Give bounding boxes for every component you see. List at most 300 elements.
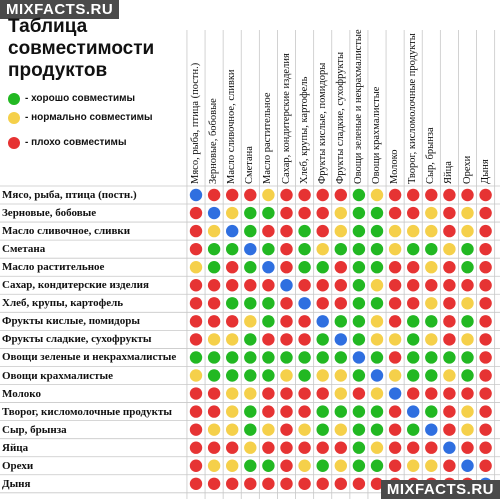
legend-good-label: - хорошо совместимы (25, 93, 136, 104)
matrix-cell-0-2 (226, 189, 238, 201)
matrix-cell-2-6 (298, 225, 310, 237)
matrix-cell-2-8 (335, 225, 347, 237)
matrix-cell-12-6 (298, 405, 310, 417)
matrix-cell-12-2 (226, 405, 238, 417)
matrix-cell-8-6 (298, 333, 310, 345)
matrix-cell-9-14 (443, 351, 455, 363)
matrix-cell-6-15 (461, 297, 473, 309)
matrix-cell-9-15 (461, 351, 473, 363)
row-label-0: Мясо, рыба, птица (постн.) (2, 189, 137, 201)
matrix-cell-1-16 (479, 207, 491, 219)
column-header-4: Масло растительное (262, 92, 274, 184)
row-label-15: Орехи (2, 459, 34, 472)
column-header-12: Творог, кисломолочные продукты (407, 33, 419, 184)
matrix-cell-7-12 (407, 315, 419, 327)
matrix-cell-9-13 (425, 351, 437, 363)
matrix-cell-11-0 (190, 387, 202, 399)
matrix-cell-11-16 (479, 387, 491, 399)
matrix-cell-6-0 (190, 297, 202, 309)
matrix-cell-11-7 (317, 387, 329, 399)
matrix-cell-7-11 (389, 315, 401, 327)
matrix-cell-0-3 (244, 189, 256, 201)
matrix-cell-8-10 (371, 333, 383, 345)
matrix-cell-9-5 (280, 351, 292, 363)
matrix-cell-14-5 (280, 442, 292, 454)
matrix-cell-3-7 (317, 243, 329, 255)
matrix-cell-13-11 (389, 423, 401, 435)
matrix-cell-4-15 (461, 261, 473, 273)
matrix-cell-13-12 (407, 423, 419, 435)
matrix-cell-15-3 (244, 460, 256, 472)
matrix-cell-8-2 (226, 333, 238, 345)
matrix-cell-1-6 (298, 207, 310, 219)
matrix-cell-2-3 (244, 225, 256, 237)
matrix-cell-4-4 (262, 261, 274, 273)
matrix-cell-0-1 (208, 189, 220, 201)
matrix-cell-0-0 (190, 189, 202, 201)
matrix-cell-6-6 (298, 297, 310, 309)
matrix-cell-12-15 (461, 405, 473, 417)
column-header-11: Молоко (389, 149, 401, 184)
matrix-cell-13-3 (244, 423, 256, 435)
column-header-1: Зерновые, бобовые (208, 98, 220, 184)
matrix-cell-3-8 (335, 243, 347, 255)
matrix-cell-13-16 (479, 423, 491, 435)
matrix-cell-5-12 (407, 279, 419, 291)
matrix-cell-15-2 (226, 460, 238, 472)
matrix-cell-10-12 (407, 369, 419, 381)
watermark-top: MIXFACTS.RU (0, 0, 119, 19)
matrix-cell-0-4 (262, 189, 274, 201)
matrix-cell-13-5 (280, 423, 292, 435)
legend-bad-label: - плохо совместимы (25, 137, 127, 148)
matrix-cell-2-9 (353, 225, 365, 237)
matrix-cell-4-12 (407, 261, 419, 273)
matrix-cell-0-15 (461, 189, 473, 201)
matrix-cell-1-5 (280, 207, 292, 219)
matrix-cell-9-3 (244, 351, 256, 363)
matrix-cell-0-16 (479, 189, 491, 201)
matrix-cell-9-6 (298, 351, 310, 363)
matrix-cell-7-7 (317, 315, 329, 327)
matrix-cell-0-8 (335, 189, 347, 201)
matrix-cell-9-9 (353, 351, 365, 363)
matrix-cell-10-2 (226, 369, 238, 381)
matrix-cell-3-16 (479, 243, 491, 255)
matrix-cell-15-11 (389, 460, 401, 472)
matrix-cell-15-15 (461, 460, 473, 472)
matrix-cell-1-14 (443, 207, 455, 219)
matrix-cell-3-5 (280, 243, 292, 255)
matrix-cell-1-8 (335, 207, 347, 219)
matrix-cell-5-13 (425, 279, 437, 291)
matrix-cell-6-8 (335, 297, 347, 309)
matrix-cell-10-11 (389, 369, 401, 381)
column-header-0: Мясо, рыба, птица (постн.) (190, 62, 201, 184)
matrix-cell-9-7 (317, 351, 329, 363)
matrix-cell-1-3 (244, 207, 256, 219)
matrix-cell-15-7 (317, 460, 329, 472)
matrix-cell-10-7 (317, 369, 329, 381)
matrix-cell-5-15 (461, 279, 473, 291)
matrix-cell-14-3 (244, 442, 256, 454)
matrix-cell-4-14 (443, 261, 455, 273)
matrix-cell-5-10 (371, 279, 383, 291)
matrix-cell-2-11 (389, 225, 401, 237)
matrix-cell-15-4 (262, 460, 274, 472)
matrix-cell-10-10 (371, 369, 383, 381)
matrix-cell-8-14 (443, 333, 455, 345)
matrix-cell-3-12 (407, 243, 419, 255)
matrix-cell-5-14 (443, 279, 455, 291)
row-label-7: Фрукты кислые, помидоры (2, 315, 140, 328)
matrix-cell-10-6 (298, 369, 310, 381)
matrix-cell-16-8 (335, 478, 347, 490)
matrix-cell-11-1 (208, 387, 220, 399)
matrix-cell-10-9 (353, 369, 365, 381)
matrix-cell-11-9 (353, 387, 365, 399)
matrix-cell-4-16 (479, 261, 491, 273)
matrix-cell-9-2 (226, 351, 238, 363)
matrix-cell-5-5 (280, 279, 292, 291)
matrix-cell-4-11 (389, 261, 401, 273)
matrix-cell-4-3 (244, 261, 256, 273)
matrix-cell-13-1 (208, 423, 220, 435)
matrix-cell-10-16 (479, 369, 491, 381)
matrix-cell-5-1 (208, 279, 220, 291)
row-label-14: Яйца (2, 441, 29, 454)
matrix-cell-15-13 (425, 460, 437, 472)
matrix-cell-9-11 (389, 351, 401, 363)
matrix-cell-15-8 (335, 460, 347, 472)
matrix-cell-5-6 (298, 279, 310, 291)
column-header-8: Фрукты сладкие, сухофрукты (334, 51, 346, 184)
matrix-cell-7-4 (262, 315, 274, 327)
matrix-cell-15-16 (479, 460, 491, 472)
row-label-5: Сахар, кондитерские изделия (2, 279, 149, 292)
matrix-cell-12-13 (425, 405, 437, 417)
matrix-cell-13-13 (425, 423, 437, 435)
column-header-2: Масло сливочное, сливки (226, 69, 238, 184)
matrix-cell-13-9 (353, 423, 365, 435)
matrix-cell-2-5 (280, 225, 292, 237)
matrix-cell-2-4 (262, 225, 274, 237)
matrix-cell-7-8 (335, 315, 347, 327)
matrix-cell-6-16 (479, 297, 491, 309)
matrix-cell-2-0 (190, 225, 202, 237)
matrix-cell-11-10 (371, 387, 383, 399)
matrix-cell-14-8 (335, 442, 347, 454)
matrix-cell-3-15 (461, 243, 473, 255)
matrix-cell-5-8 (335, 279, 347, 291)
matrix-cell-4-9 (353, 261, 365, 273)
matrix-cell-0-12 (407, 189, 419, 201)
matrix-cell-16-3 (244, 478, 256, 490)
matrix-cell-10-15 (461, 369, 473, 381)
matrix-cell-14-6 (298, 442, 310, 454)
matrix-cell-16-2 (226, 478, 238, 490)
matrix-cell-10-0 (190, 369, 202, 381)
matrix-cell-16-4 (262, 478, 274, 490)
matrix-cell-7-2 (226, 315, 238, 327)
row-label-11: Молоко (2, 387, 41, 400)
matrix-cell-2-2 (226, 225, 238, 237)
matrix-cell-14-1 (208, 442, 220, 454)
matrix-cell-3-6 (298, 243, 310, 255)
matrix-cell-11-14 (443, 387, 455, 399)
row-label-16: Дыня (2, 477, 31, 490)
matrix-cell-0-10 (371, 189, 383, 201)
matrix-cell-16-1 (208, 478, 220, 490)
matrix-cell-12-7 (317, 405, 329, 417)
matrix-cell-1-12 (407, 207, 419, 219)
row-label-13: Сыр, брынза (2, 423, 67, 436)
legend-normal-label: - нормально совместимы (25, 112, 153, 123)
matrix-cell-9-10 (371, 351, 383, 363)
matrix-cell-10-4 (262, 369, 274, 381)
matrix-cell-13-0 (190, 423, 202, 435)
matrix-cell-3-10 (371, 243, 383, 255)
matrix-cell-14-10 (371, 442, 383, 454)
column-header-14: Яйца (443, 161, 455, 184)
matrix-cell-8-1 (208, 333, 220, 345)
matrix-cell-8-13 (425, 333, 437, 345)
matrix-cell-11-5 (280, 387, 292, 399)
matrix-cell-16-6 (298, 478, 310, 490)
matrix-cell-7-14 (443, 315, 455, 327)
matrix-cell-14-7 (317, 442, 329, 454)
matrix-cell-9-12 (407, 351, 419, 363)
matrix-cell-4-7 (317, 261, 329, 273)
matrix-cell-12-9 (353, 405, 365, 417)
row-label-8: Фрукты сладкие, сухофрукты (2, 333, 152, 346)
matrix-cell-0-5 (280, 189, 292, 201)
matrix-cell-8-5 (280, 333, 292, 345)
matrix-cell-11-2 (226, 387, 238, 399)
matrix-cell-2-10 (371, 225, 383, 237)
matrix-cell-1-4 (262, 207, 274, 219)
column-header-3: Сметана (244, 146, 256, 184)
matrix-cell-14-2 (226, 442, 238, 454)
matrix-cell-12-3 (244, 405, 256, 417)
matrix-cell-14-9 (353, 442, 365, 454)
matrix-cell-6-4 (262, 297, 274, 309)
matrix-cell-5-16 (479, 279, 491, 291)
matrix-cell-7-1 (208, 315, 220, 327)
matrix-cell-1-7 (317, 207, 329, 219)
row-label-9: Овощи зеленые и некрахмалистые (2, 351, 177, 364)
matrix-cell-8-3 (244, 333, 256, 345)
matrix-cell-9-1 (208, 351, 220, 363)
title-line-1: Таблица (8, 16, 88, 37)
row-label-10: Овощи крахмалистые (2, 369, 114, 382)
matrix-cell-7-6 (298, 315, 310, 327)
matrix-cell-9-8 (335, 351, 347, 363)
matrix-cell-14-0 (190, 442, 202, 454)
matrix-cell-4-0 (190, 261, 202, 273)
matrix-cell-16-5 (280, 478, 292, 490)
matrix-cell-1-11 (389, 207, 401, 219)
matrix-cell-0-9 (353, 189, 365, 201)
row-label-6: Хлеб, крупы, картофель (2, 297, 124, 310)
matrix-cell-11-3 (244, 387, 256, 399)
matrix-cell-1-13 (425, 207, 437, 219)
matrix-cell-10-8 (335, 369, 347, 381)
matrix-cell-10-1 (208, 369, 220, 381)
matrix-cell-0-6 (298, 189, 310, 201)
matrix-cell-5-3 (244, 279, 256, 291)
matrix-cell-13-6 (298, 423, 310, 435)
matrix-cell-6-3 (244, 297, 256, 309)
matrix-cell-11-11 (389, 387, 401, 399)
matrix-cell-3-13 (425, 243, 437, 255)
matrix-cell-12-1 (208, 405, 220, 417)
matrix-cell-10-13 (425, 369, 437, 381)
column-header-5: Сахар, кондитерские изделия (280, 53, 292, 184)
matrix-cell-6-9 (353, 297, 365, 309)
matrix-cell-13-10 (371, 423, 383, 435)
matrix-cell-7-3 (244, 315, 256, 327)
matrix-cell-12-5 (280, 405, 292, 417)
matrix-cell-2-1 (208, 225, 220, 237)
matrix-cell-12-0 (190, 405, 202, 417)
matrix-cell-6-10 (371, 297, 383, 309)
matrix-cell-7-15 (461, 315, 473, 327)
matrix-cell-13-15 (461, 423, 473, 435)
matrix-cell-12-14 (443, 405, 455, 417)
matrix-cell-12-8 (335, 405, 347, 417)
matrix-cell-5-0 (190, 279, 202, 291)
matrix-cell-3-11 (389, 243, 401, 255)
matrix-cell-8-11 (389, 333, 401, 345)
matrix-cell-14-11 (389, 442, 401, 454)
matrix-cell-14-13 (425, 442, 437, 454)
matrix-cell-4-6 (298, 261, 310, 273)
matrix-cell-0-13 (425, 189, 437, 201)
matrix-cell-13-4 (262, 423, 274, 435)
column-header-15: Орехи (461, 155, 473, 184)
matrix-cell-2-14 (443, 225, 455, 237)
matrix-cell-0-14 (443, 189, 455, 201)
row-label-1: Зерновые, бобовые (2, 207, 97, 220)
matrix-cell-11-8 (335, 387, 347, 399)
row-label-3: Сметана (2, 243, 46, 256)
matrix-cell-12-12 (407, 405, 419, 417)
column-header-16: Дыня (479, 159, 491, 184)
matrix-cell-1-9 (353, 207, 365, 219)
matrix-cell-8-4 (262, 333, 274, 345)
matrix-cell-6-5 (280, 297, 292, 309)
matrix-cell-8-9 (353, 333, 365, 345)
matrix-cell-16-0 (190, 478, 202, 490)
matrix-cell-15-1 (208, 460, 220, 472)
matrix-cell-6-11 (389, 297, 401, 309)
title-line-3: продуктов (8, 60, 108, 81)
matrix-cell-3-9 (353, 243, 365, 255)
matrix-cell-4-13 (425, 261, 437, 273)
matrix-cell-12-16 (479, 405, 491, 417)
matrix-cell-7-9 (353, 315, 365, 327)
matrix-cell-3-3 (244, 243, 256, 255)
column-header-9: Овощи зеленые и некрахмалистые (352, 29, 364, 184)
matrix-cell-3-2 (226, 243, 238, 255)
matrix-cell-0-7 (317, 189, 329, 201)
matrix-cell-12-10 (371, 405, 383, 417)
matrix-cell-14-16 (479, 442, 491, 454)
matrix-cell-10-14 (443, 369, 455, 381)
matrix-cell-7-0 (190, 315, 202, 327)
row-label-12: Творог, кисломолочные продукты (2, 405, 172, 418)
matrix-cell-4-5 (280, 261, 292, 273)
matrix-cell-3-4 (262, 243, 274, 255)
matrix-cell-3-0 (190, 243, 202, 255)
matrix-cell-12-4 (262, 405, 274, 417)
matrix-cell-1-2 (226, 207, 238, 219)
matrix-cell-15-6 (298, 460, 310, 472)
matrix-cell-8-7 (317, 333, 329, 345)
matrix-cell-12-11 (389, 405, 401, 417)
matrix-cell-6-2 (226, 297, 238, 309)
matrix-cell-2-12 (407, 225, 419, 237)
matrix-cell-8-12 (407, 333, 419, 345)
matrix-cell-15-12 (407, 460, 419, 472)
matrix-cell-15-5 (280, 460, 292, 472)
matrix-cell-13-14 (443, 423, 455, 435)
matrix-cell-1-0 (190, 207, 202, 219)
matrix-cell-3-1 (208, 243, 220, 255)
matrix-cell-15-14 (443, 460, 455, 472)
column-header-6: Хлеб, крупы, картофель (298, 76, 310, 184)
matrix-cell-16-9 (353, 478, 365, 490)
matrix-cell-7-10 (371, 315, 383, 327)
matrix-cell-6-7 (317, 297, 329, 309)
matrix-cell-8-0 (190, 333, 202, 345)
matrix-cell-16-7 (317, 478, 329, 490)
matrix-cell-13-7 (317, 423, 329, 435)
matrix-cell-7-16 (479, 315, 491, 327)
matrix-cell-14-14 (443, 442, 455, 454)
matrix-cell-4-10 (371, 261, 383, 273)
matrix-cell-10-5 (280, 369, 292, 381)
matrix-cell-13-8 (335, 423, 347, 435)
matrix-cell-1-10 (371, 207, 383, 219)
matrix-cell-11-15 (461, 387, 473, 399)
matrix-cell-0-11 (389, 189, 401, 201)
matrix-cell-8-15 (461, 333, 473, 345)
matrix-cell-2-15 (461, 225, 473, 237)
matrix-cell-11-6 (298, 387, 310, 399)
matrix-cell-11-12 (407, 387, 419, 399)
matrix-cell-11-13 (425, 387, 437, 399)
matrix-cell-6-1 (208, 297, 220, 309)
matrix-cell-5-2 (226, 279, 238, 291)
column-header-10: Овощи крахмалистые (371, 86, 382, 184)
matrix-cell-5-7 (317, 279, 329, 291)
matrix-cell-2-13 (425, 225, 437, 237)
matrix-cell-15-0 (190, 460, 202, 472)
matrix-cell-5-4 (262, 279, 274, 291)
matrix-cell-4-1 (208, 261, 220, 273)
matrix-cell-4-2 (226, 261, 238, 273)
row-label-2: Масло сливочное, сливки (2, 225, 131, 238)
matrix-cell-5-11 (389, 279, 401, 291)
matrix-cell-13-2 (226, 423, 238, 435)
matrix-cell-4-8 (335, 261, 347, 273)
matrix-cell-2-16 (479, 225, 491, 237)
matrix-cell-9-4 (262, 351, 274, 363)
matrix-cell-15-9 (353, 460, 365, 472)
matrix-cell-6-12 (407, 297, 419, 309)
